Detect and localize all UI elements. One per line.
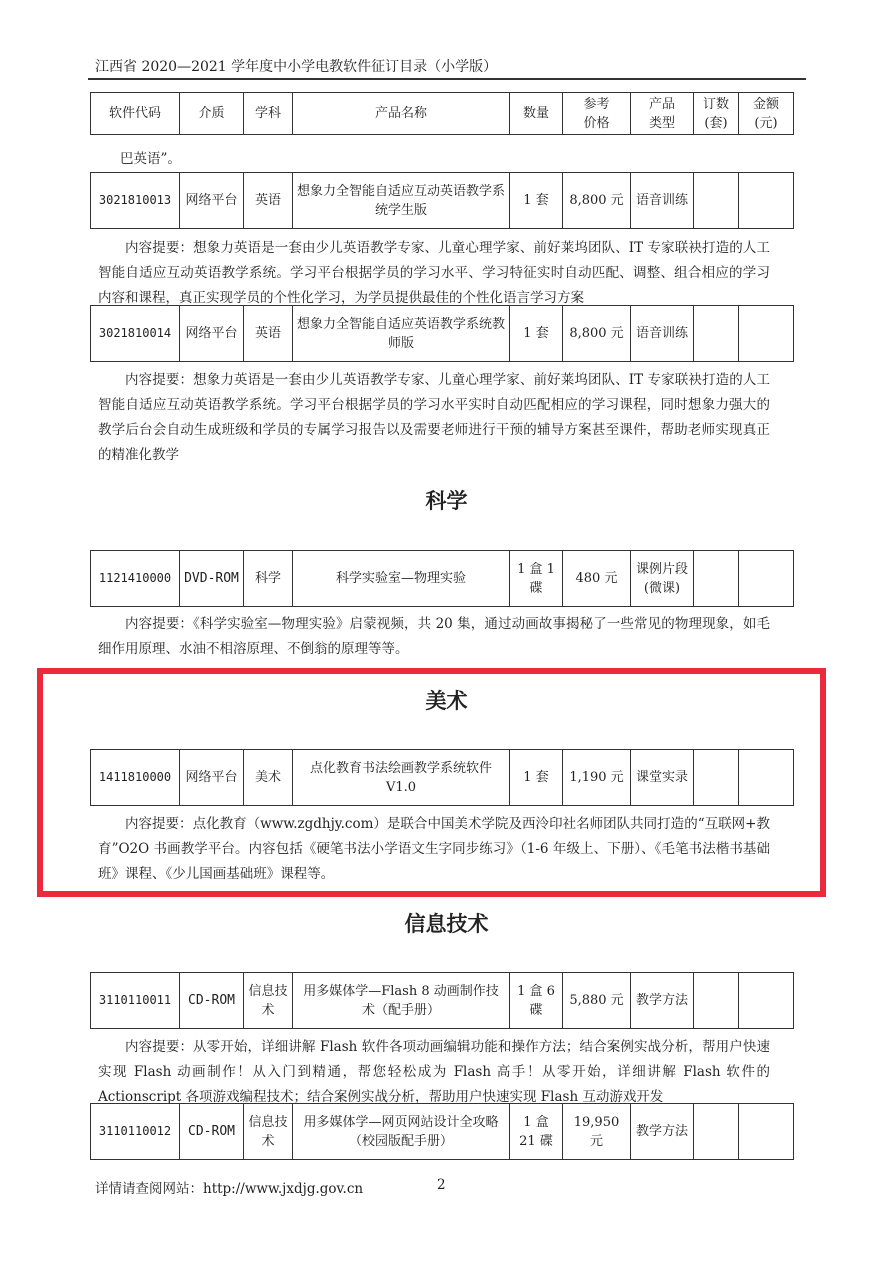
cell-amount <box>739 551 794 607</box>
cell-type: 教学方法 <box>631 1104 694 1160</box>
cell-price: 8,800 元 <box>563 173 631 229</box>
cell-medium: CD-ROM <box>180 1104 244 1160</box>
cell-amount <box>739 1104 794 1160</box>
header-divider <box>88 78 806 80</box>
cell-type: 课例片段(微课) <box>631 551 694 607</box>
cell-qty: 1 套 <box>510 306 563 362</box>
product-description: 内容提要：点化教育（www.zgdhjy.com）是联合中国美术学院及西泠印社名师团队共同打造的“互联网+教育”O2O 书画教学平台。内容包括《硬笔书法小学语文生字同步练习》（1-6 年级上、下册）、《毛笔书法楷书基础班》课程、《少儿国画基础班》课程等。 <box>98 816 770 882</box>
cell-subject: 美术 <box>244 750 293 806</box>
product-table <box>90 550 794 607</box>
cell-qty: 1 盒 21 碟 <box>510 1104 563 1160</box>
product-description: 内容提要：从零开始，详细讲解 Flash 软件各项动画编辑功能和操作方法；结合案例实战分析，帮用户快速实现 Flash 动画制作！从入门到精通，帮您轻松成为 Flash 高手！从零开始，详细讲解 Flash 软件的 Actionscript 各项游戏编程技术；结合案例实战分析，帮助用户快速实现 Flash 互动游戏开发 <box>98 1039 770 1105</box>
cell-medium: 网络平台 <box>180 306 244 362</box>
cell-orders <box>694 173 739 229</box>
cell-subject: 信息技术 <box>244 973 293 1029</box>
product-table <box>90 172 794 229</box>
cell-qty: 1 盒 6 碟 <box>510 973 563 1029</box>
cell-qty: 1 套 <box>510 173 563 229</box>
cell-medium: CD-ROM <box>180 973 244 1029</box>
cell-amount <box>739 173 794 229</box>
cell-name: 科学实验室—物理实验 <box>293 551 510 607</box>
column-header: 订数 (套) <box>694 93 739 135</box>
continued-text: 巴英语”。 <box>120 151 181 167</box>
cell-code: 1121410000 <box>91 551 180 607</box>
cell-code: 3021810013 <box>91 173 180 229</box>
column-header: 参考 价格 <box>563 93 631 135</box>
document-header: 江西省 2020—2021 学年度中小学电教软件征订目录（小学版） <box>95 59 498 75</box>
table-row <box>91 1104 794 1160</box>
cell-code: 3021810014 <box>91 306 180 362</box>
footer-website: 详情请查阅网站：http://www.jxdjg.gov.cn <box>95 1181 364 1197</box>
product-table <box>90 1103 794 1160</box>
cell-price: 19,950 元 <box>563 1104 631 1160</box>
cell-code: 3110110011 <box>91 973 180 1029</box>
table-row <box>91 306 794 362</box>
cell-amount <box>739 306 794 362</box>
page-number: 2 <box>437 1177 446 1193</box>
cell-qty: 1 套 <box>510 750 563 806</box>
column-header: 介质 <box>180 93 244 135</box>
column-header: 软件代码 <box>91 93 180 135</box>
column-header-table <box>90 92 794 135</box>
cell-qty: 1 盒 1 碟 <box>510 551 563 607</box>
cell-type: 语音训练 <box>631 306 694 362</box>
column-header: 金额 (元) <box>739 93 794 135</box>
cell-name: 用多媒体学—Flash 8 动画制作技术（配手册） <box>293 973 510 1029</box>
column-header: 产品名称 <box>293 93 510 135</box>
cell-amount <box>739 973 794 1029</box>
cell-orders <box>694 1104 739 1160</box>
section-title: 科学 <box>425 488 468 513</box>
cell-orders <box>694 973 739 1029</box>
cell-orders <box>694 750 739 806</box>
cell-price: 5,880 元 <box>563 973 631 1029</box>
cell-medium: DVD-ROM <box>180 551 244 607</box>
cell-subject: 英语 <box>244 306 293 362</box>
cell-code: 3110110012 <box>91 1104 180 1160</box>
cell-name: 用多媒体学—网页网站设计全攻略（校园版配手册） <box>293 1104 510 1160</box>
cell-type: 教学方法 <box>631 973 694 1029</box>
cell-name: 点化教育书法绘画教学系统软件 V1.0 <box>293 750 510 806</box>
product-table <box>90 305 794 362</box>
table-row <box>91 750 794 806</box>
product-table <box>90 749 794 806</box>
cell-price: 8,800 元 <box>563 306 631 362</box>
cell-medium: 网络平台 <box>180 750 244 806</box>
product-description: 内容提要：《科学实验室—物理实验》启蒙视频，共 20 集，通过动画故事揭秘了一些常见的物理现象，如毛细作用原理、水油不相溶原理、不倒翁的原理等等。 <box>98 616 770 657</box>
header-row <box>91 93 794 135</box>
column-header: 数量 <box>510 93 563 135</box>
table-row <box>91 173 794 229</box>
cell-subject: 英语 <box>244 173 293 229</box>
cell-subject: 科学 <box>244 551 293 607</box>
product-description: 内容提要：想象力英语是一套由少儿英语教学专家、儿童心理学家、前好莱坞团队、IT 专家联袂打造的人工智能自适应互动英语教学系统。学习平台根据学员的学习水平、学习特征实时自动匹配、调整、组合相应的学习内容和课程，真正实现学员的个性化学习，为学员提供最佳的个性化语言学习方案 <box>98 240 770 306</box>
table-row <box>91 551 794 607</box>
cell-name: 想象力全智能自适应互动英语教学系统学生版 <box>293 173 510 229</box>
cell-amount <box>739 750 794 806</box>
cell-code: 1411810000 <box>91 750 180 806</box>
cell-type: 课堂实录 <box>631 750 694 806</box>
product-description: 内容提要：想象力英语是一套由少儿英语教学专家、儿童心理学家、前好莱坞团队、IT 专家联袂打造的人工智能自适应互动英语教学系统。学习平台根据学员的学习水平实时自动匹配相应的学习课程，同时想象力强大的教学后台会自动生成班级和学员的专属学习报告以及需要老师进行干预的辅导方案甚至课件，帮助老师实现真正的精准化教学 <box>98 372 770 463</box>
cell-medium: 网络平台 <box>180 173 244 229</box>
cell-orders <box>694 306 739 362</box>
section-title: 信息技术 <box>404 911 489 936</box>
cell-price: 1,190 元 <box>563 750 631 806</box>
product-table <box>90 972 794 1029</box>
section-title: 美术 <box>425 688 468 713</box>
cell-subject: 信息技术 <box>244 1104 293 1160</box>
table-row <box>91 973 794 1029</box>
column-header: 学科 <box>244 93 293 135</box>
cell-price: 480 元 <box>563 551 631 607</box>
cell-orders <box>694 551 739 607</box>
cell-name: 想象力全智能自适应英语教学系统教师版 <box>293 306 510 362</box>
column-header: 产品 类型 <box>631 93 694 135</box>
cell-type: 语音训练 <box>631 173 694 229</box>
